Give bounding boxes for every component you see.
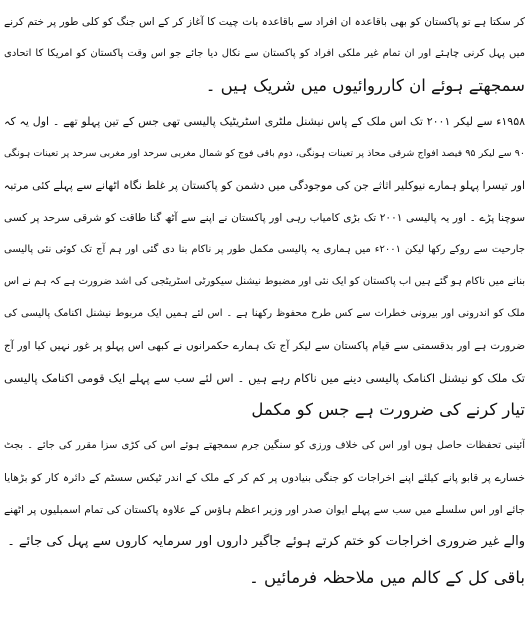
- text-line: میں پہل کرنی چاہئے اور ان تمام غیر ملکی افراد کو پاکستان سے نکال دیا جائے جو اس وقت پاکستان کو امریکا کا اتحادی: [4, 48, 525, 59]
- text-line: خسارے پر قابو پانے کیلئے اپنے اخراجات کو جنگی بنیادوں پر کم کر کے ملک کے اندر ٹیکس سسٹم کے دائرہ کار کو بڑھایا: [4, 472, 525, 484]
- text-line: آئینی تحفظات حاصل ہوں اور اس کی خلاف ورزی کو سنگین جرم سمجھتے ہوئے اس کی کڑی سزا مقرر کی جائے ۔ بجٹ: [4, 440, 525, 451]
- paragraph-2: [4, 106, 525, 426]
- text-line: ضرورت ہے اور بدقسمتی سے قیام پاکستان سے لیکر آج تک ہمارے حکمرانوں نے کبھی اس پہلو پر غور نہیں کیا اور آج: [4, 340, 525, 352]
- text-line: باقی کل کے کالم میں ملاحظہ فرمائیں ۔: [249, 568, 525, 587]
- text-line: تیار کرنے کی ضرورت ہے جس کو مکمل: [251, 400, 525, 419]
- text-line: سمجھتے ہوئے ان کارروائیوں میں شریک ہیں ۔: [205, 76, 525, 95]
- text-line: والے غیر ضروری اخراجات کو ختم کرتے ہوئے جاگیر داروں اور سرمایہ کاروں سے پہل کی جائے ۔: [7, 534, 525, 549]
- text-line: ۹۰ سے لیکر ۹۵ فیصد افواج شرقی محاذ پر تعینات ہونگی، دوم باقی فوج کو شمال مغربی سرحد اور مغربی سرحد پر تعینات ہونگی: [4, 148, 525, 159]
- paragraph-4: [4, 562, 525, 594]
- text-line: ملک کو اندرونی اور بیرونی خطرات سے کس طرح محفوظ رکھنا ہے ۔ اس لئے ہمیں ایک مربوط نیشنل اکنامک پالیسی کی: [4, 308, 525, 319]
- text-line: ۱۹۵۸ء سے لیکر ۲۰۰۱ تک اس ملک کے پاس نیشنل ملٹری اسٹریٹیک پالیسی تھی جس کے تین پہلو تھے ۔ اول یہ کہ: [4, 115, 525, 128]
- text-line: جارحیت سے روکے رکھا لیکن ۲۰۰۱ء میں ہماری یہ پالیسی مکمل طور پر ناکام بنا دی گئی اور ہم آج تک کوئی نئی پالیسی: [4, 244, 525, 255]
- text-line: اور تیسرا پہلو ہمارے نیوکلیر اثاثے جن کی موجودگی میں دشمن کو پاکستان پر غلط نگاہ اٹھانے سے پہلے کئی مرتبہ: [4, 179, 525, 192]
- paragraph-3: [4, 430, 525, 558]
- paragraph-1: [4, 6, 525, 102]
- text-line: تک ملک کو نیشنل اکنامک پالیسی دینے میں ناکام رہے ہیں ۔ اس لئے سب سے پہلے ایک قومی اکنامک پالیسی: [4, 371, 525, 385]
- text-line: سوچنا پڑے ۔ اور یہ پالیسی ۲۰۰۱ تک بڑی کامیاب رہی اور پاکستان نے اپنے سے آٹھ گنا طاقت کو شرقی سرحد پر کسی: [4, 212, 525, 224]
- text-line: جائے اور اس سلسلے میں سب سے پہلے ایوان صدر اور وزیر اعظم ہاؤس کے علاوہ پاکستان کی تمام اسمبلیوں پر اٹھنے: [4, 504, 525, 516]
- text-line: بنانے میں ناکام ہو گئے ہیں اب پاکستان کو ایک نئی اور مضبوط نیشنل سیکورٹی اسٹریٹجی کی اشد ضرورت ہے کہ ہم نے اس: [4, 276, 525, 287]
- text-line: کر سکتا ہے تو پاکستان کو بھی باقاعدہ ان افراد سے باقاعدہ بات چیت کا آغاز کر کے اس جنگ کو کلی طور پر ختم کرنے: [4, 16, 525, 28]
